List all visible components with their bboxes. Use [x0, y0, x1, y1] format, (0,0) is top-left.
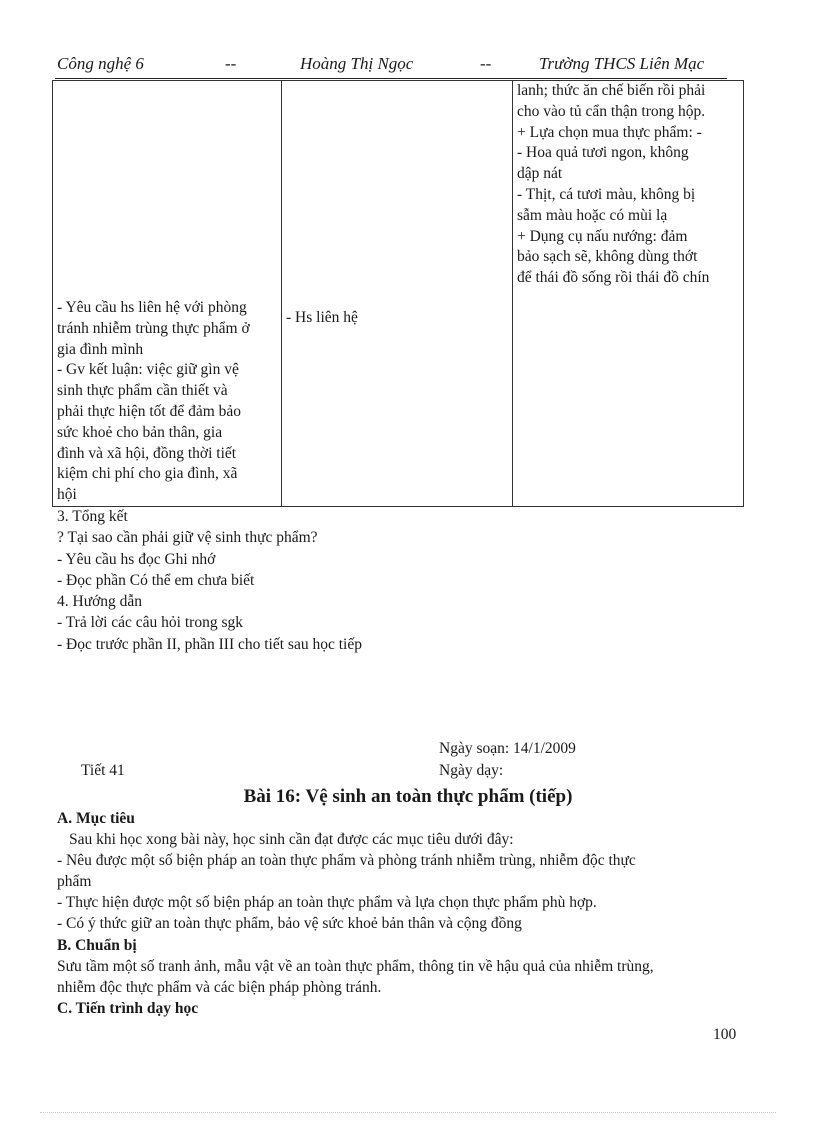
teacher-activity-line: gia đình mình — [57, 340, 144, 358]
summary-line: - Yêu cầu hs đọc Ghi nhớ — [57, 550, 216, 568]
lesson-summary — [57, 506, 362, 655]
header-separator: -- — [225, 54, 237, 73]
teacher-activity-line: kiệm chi phí cho gia đình, xã — [57, 465, 238, 483]
content-line: lanh; thức ăn chế biến rồi phải — [517, 82, 706, 99]
header-subject: Công nghệ 6 — [57, 54, 144, 73]
date-taught: Ngày dạy: — [439, 762, 504, 779]
section-objectives — [57, 808, 747, 934]
objective-line: - Nêu được một số biện pháp an toàn thực phẩm và phòng tránh nhiễm trùng, nhiễm độc thực — [57, 852, 636, 869]
content-line: để thái đồ sống rồi thái đồ chín — [517, 269, 710, 287]
period-number: Tiết 41 — [81, 762, 125, 779]
preparation-line: nhiễm độc thực phẩm và các biện pháp phòng tránh. — [57, 979, 382, 996]
footer-divider — [40, 1112, 776, 1113]
objective-line: - Thực hiện được một số biện pháp an toàn thực phẩm và lựa chọn thực phẩm phù hợp. — [57, 894, 597, 911]
summary-line: - Đọc phần Có thể em chưa biết — [57, 571, 255, 589]
page-header — [55, 52, 727, 79]
lesson-activity-table — [52, 80, 744, 507]
objective-line: phẩm — [57, 873, 92, 890]
content-line: bảo sạch sẽ, không dùng thớt — [517, 248, 698, 266]
page-number: 100 — [713, 1026, 737, 1043]
teacher-activity-line: sức khoẻ cho bản thân, gia — [57, 423, 223, 441]
teacher-activity-line: - Gv kết luận: việc giữ gìn vệ — [57, 361, 239, 379]
content-line: cho vào tủ cẩn thận trong hộp. — [517, 102, 706, 120]
content-line: + Lựa chọn mua thực phẩm: - — [517, 123, 702, 141]
content-cell — [513, 81, 744, 507]
teacher-activity-line: - Yêu cầu hs liên hệ với phòng — [57, 299, 247, 317]
student-activity-text: - Hs liên hệ — [286, 309, 358, 326]
content-line: - Thịt, cá tươi màu, không bị — [517, 185, 696, 203]
date-prepared: Ngày soạn: 14/1/2009 — [439, 740, 576, 757]
header-teacher: Hoàng Thị Ngọc — [300, 54, 414, 73]
lesson-title: Bài 16: Vệ sinh an toàn thực phẩm (tiếp) — [243, 786, 573, 807]
section-heading: B. Chuẩn bị — [57, 937, 137, 954]
table-row — [53, 81, 744, 507]
content-line: sẫm màu hoặc có mùi lạ — [517, 206, 668, 224]
teacher-activity-cell — [53, 81, 282, 507]
content-line: dập nát — [517, 165, 563, 183]
section-process — [57, 998, 747, 1019]
summary-line: ? Tại sao cần phải giữ vệ sinh thực phẩm? — [57, 529, 318, 547]
objective-line: - Có ý thức giữ an toàn thực phẩm, bảo vệ sức khoẻ bản thân và cộng đồng — [57, 915, 522, 932]
content-line: - Hoa quả tươi ngon, không — [517, 144, 689, 162]
section-preparation — [57, 935, 747, 998]
summary-line: - Trả lời các câu hỏi trong sgk — [57, 614, 243, 632]
preparation-line: Sưu tầm một số tranh ảnh, mẫu vật về an toàn thực phẩm, thông tin về hậu quả của nhiễm trùng, — [57, 958, 654, 975]
header-school: Trường THCS Liên Mạc — [539, 54, 705, 73]
summary-line: 4. Hướng dẫn — [57, 593, 143, 611]
header-separator: -- — [480, 54, 492, 73]
content-line: + Dụng cụ nấu nướng: đảm — [517, 227, 688, 245]
section-heading: C. Tiến trình dạy học — [57, 1000, 199, 1017]
teacher-activity-line: đình và xã hội, đồng thời tiết — [57, 444, 237, 462]
teacher-activity-line: sinh thực phẩm cần thiết và — [57, 382, 228, 400]
student-activity-cell — [282, 81, 513, 507]
teacher-activity-line: hội — [57, 486, 77, 504]
teacher-activity-line: tránh nhiễm trùng thực phẩm ở — [57, 319, 250, 337]
teacher-activity-line: phải thực hiện tốt để đảm bảo — [57, 403, 242, 421]
objective-line: Sau khi học xong bài này, học sinh cần đạt được các mục tiêu dưới đây: — [69, 831, 514, 848]
summary-line: 3. Tổng kết — [57, 508, 128, 525]
summary-line: - Đọc trước phần II, phần III cho tiết sau học tiếp — [57, 635, 362, 653]
section-heading: A. Mục tiêu — [57, 810, 135, 827]
